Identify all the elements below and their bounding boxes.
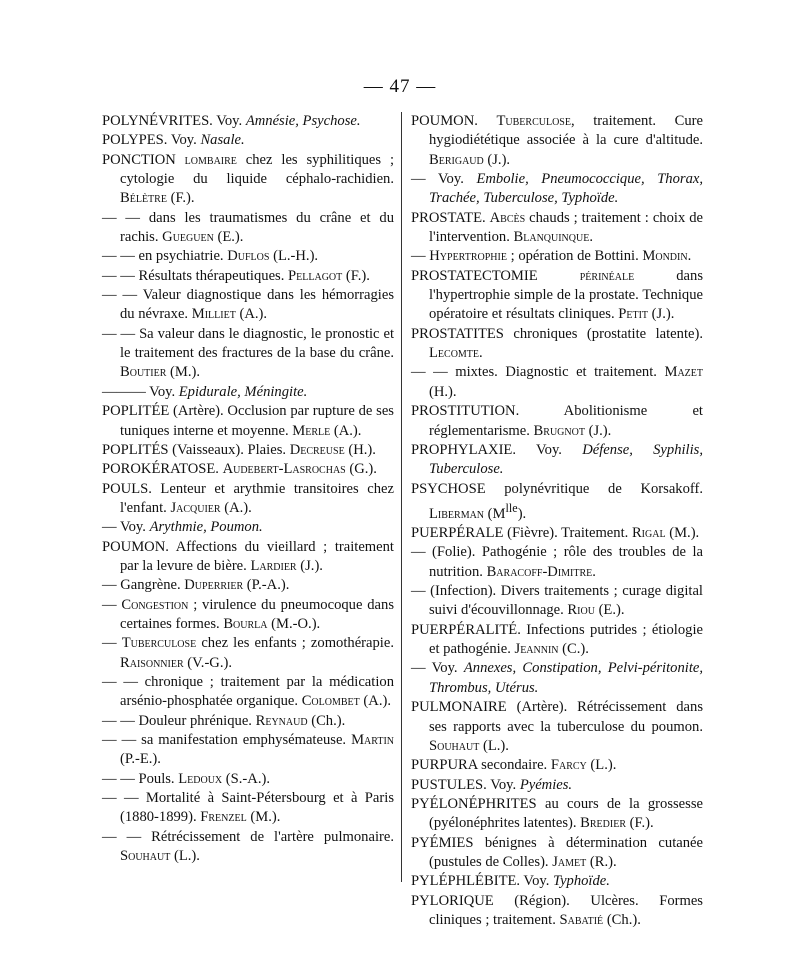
- index-entry: — — en psychiatrie. Duflos (L.-H.).: [102, 248, 319, 265]
- index-entry: PONCTION lombaire chez les syphilitiques ; cytologie du liquide céphalo-rachidien. Bélètre (F.).: [102, 151, 395, 207]
- index-column-right: [411, 112, 703, 930]
- index-entry: PROSTATECTOMIE périnéale dans l'hypertrophie simple de la prostate. Technique opératoire et résultats cliniques. Petit (J.).: [411, 267, 703, 323]
- index-entry: — — mixtes. Diagnostic et traitement. Mazet (H.).: [411, 364, 703, 400]
- index-entry: POUMON. Affections du vieillard ; traitement par la levure de bière. Lardier (J.).: [102, 538, 394, 574]
- index-entry: — Gangrène. Duperrier (P.-A.).: [102, 577, 290, 594]
- index-entry: — — Sa valeur dans le diagnostic, le pronostic et le traitement des fractures de la base du crâne. Boutier (M.).: [102, 325, 394, 381]
- index-entry: — Congestion ; virulence du pneumocoque dans certaines formes. Bourla (M.-O.).: [102, 596, 395, 632]
- index-entry: — — dans les traumatismes du crâne et du rachis. Gueguen (E.).: [102, 209, 394, 246]
- index-entry: POPLITÉS (Vaisseaux). Plaies. Decreuse (H.).: [102, 441, 376, 458]
- index-entry: POLYNÉVRITES. Voy. Amnésie, Psychose.: [102, 113, 361, 129]
- index-entry: POPLITÉE (Artère). Occlusion par rupture de ses tuniques interne et moyenne. Merle (A.).: [102, 403, 394, 439]
- index-entry: PUERPÉRALE (Fièvre). Traitement. Rigal (M.).: [411, 525, 700, 542]
- index-entry: — — chronique ; traitement par la médication arsénio-phosphatée organique. Colombet (A.).: [102, 673, 394, 710]
- index-entry: — (Folie). Pathogénie ; rôle des troubles de la nutrition. Baracoff-Dimitre.: [411, 544, 703, 580]
- index-entry: ——— Voy. Epidurale, Méningite.: [102, 383, 308, 400]
- index-entry: — — Résultats thérapeutiques. Pellagot (F.).: [102, 267, 370, 284]
- index-entry: — Voy. Embolie, Pneumococcique, Thorax, Trachée, Tuberculose, Typhoïde.: [411, 171, 704, 207]
- page-number: — 47 —: [363, 76, 437, 97]
- index-entry: PSYCHOSE polynévritique de Korsakoff. Liberman $(M^{lle})$.: [411, 480, 703, 522]
- index-entry: PROSTATE. Abcès chauds ; traitement : choix de l'intervention. Blanquinque.: [411, 209, 703, 246]
- index-entry: POLYPES. Voy. Nasale.: [102, 132, 245, 149]
- index-entry: POROKÉRATOSE. Audebert-Lasrochas (G.).: [102, 461, 377, 478]
- index-entry: POULS. Lenteur et arythmie transitoires chez l'enfant. Jacquier (A.).: [102, 480, 394, 516]
- index-entry: — — Rétrécissement de l'artère pulmonaire. Souhaut (L.).: [102, 828, 394, 865]
- index-entry: PULMONAIRE (Artère). Rétrécissement dans ses rapports avec la tuberculose du poumon. Souhaut (L.).: [411, 699, 703, 754]
- index-entry: — — Douleur phrénique. Reynaud (Ch.).: [102, 712, 346, 729]
- index-entry: PYÉLONÉPHRITES au cours de la grossesse (pyélonéphrites latentes). Bredier (F.).: [411, 795, 703, 832]
- index-entry: — — sa manifestation emphysémateuse. Martin (P.-E.).: [102, 732, 394, 768]
- index-entry: — (Infection). Divers traitements ; curage digital suivi d'écouvillonnage. Riou (E.).: [411, 583, 703, 619]
- index-entry: PYÉMIES bénignes à détermination cutanée (pustules de Colles). Jamet (R.).: [411, 834, 703, 870]
- index-entry: — Voy. Annexes, Constipation, Pelvi-péritonite, Thrombus, Utérus.: [411, 660, 703, 696]
- index-entry: PUERPÉRALITÉ. Infections putrides ; étiologie et pathogénie. Jeannin (C.).: [411, 621, 703, 658]
- index-entry: PYLÉPHLÉBITE. Voy. Typhoïde.: [411, 873, 610, 890]
- index-entry: PROSTITUTION. Abolitionisme et réglementarisme. Brugnot (J.).: [411, 403, 703, 439]
- index-entry: — — Pouls. Ledoux (S.-A.).: [102, 770, 270, 787]
- index-entry: POUMON. Tuberculose, traitement. Cure hygiodiététique associée à la cure d'altitude. Berigaud (J.).: [411, 113, 704, 168]
- index-entry: PURPURA secondaire. Farcy (L.).: [411, 757, 617, 774]
- index-entry: PROSTATITES chroniques (prostatite latente). Lecomte.: [411, 325, 703, 362]
- index-entry: — — Mortalité à Saint-Pétersbourg et à Paris (1880-1899). Frenzel (M.).: [102, 790, 394, 826]
- index-entry: PUSTULES. Voy. Pyémies.: [411, 776, 573, 793]
- index-entry: — Tuberculose chez les enfants ; zomothérapie. Raisonnier (V.-G.).: [102, 635, 394, 671]
- index-entry: — — Valeur diagnostique dans les hémorragies du névraxe. Milliet (A.).: [102, 287, 394, 323]
- index-entry: — Voy. Arythmie, Poumon.: [102, 519, 263, 536]
- index-entry: PROPHYLAXIE. Voy. Défense, Syphilis, Tuberculose.: [411, 441, 703, 478]
- column-divider: [401, 112, 402, 882]
- index-entry: — Hypertrophie ; opération de Bottini. Mondin.: [411, 248, 692, 265]
- index-column-left: [102, 112, 394, 866]
- index-entry: PYLORIQUE (Région). Ulcères. Formes cliniques ; traitement. Sabatié (Ch.).: [411, 892, 703, 928]
